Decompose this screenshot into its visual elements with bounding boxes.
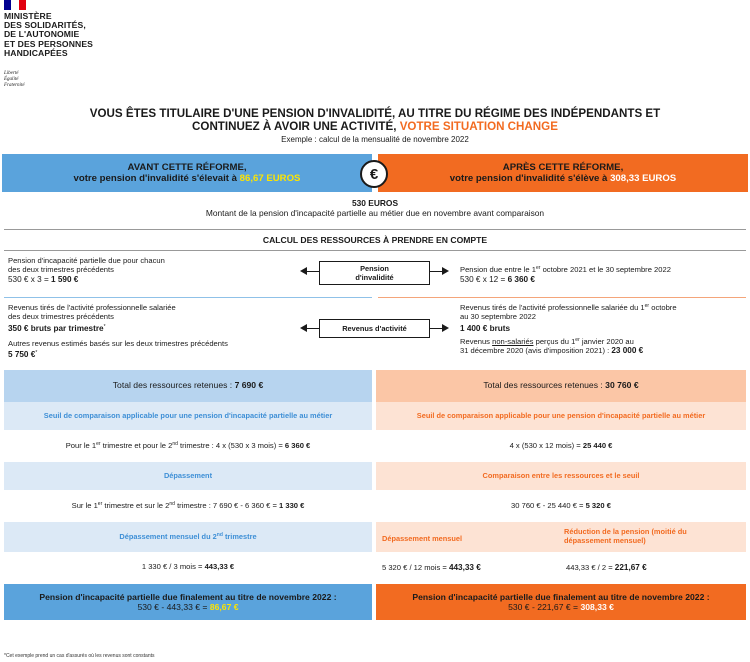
threshold-formula-right: 4 x (530 x 12 mois) = 25 440 €	[509, 441, 613, 451]
marianne-logo-icon	[4, 0, 26, 10]
base-amount: 530 EUROS Montant de la pension d'incapacité partielle au métier due en novembre avant comparaison	[205, 198, 545, 218]
activity-right-text: Revenus tirés de l'activité professionnelle salariée du 1er octobre au 30 septembre 2022 1 400 € bruts Revenus non-salariés perçus du 1er janvier 2020 au 31 décembre 2020 (avis d'imposition 2021) : 23 000 €	[460, 303, 677, 355]
total-right: Total des ressources retenues : 30 760 €	[376, 370, 746, 402]
monthly-formula-left: 1 330 € / 3 mois = 443,33 €	[141, 562, 235, 572]
title-highlight: VOTRE SITUATION CHANGE	[399, 120, 558, 133]
threshold-heading-left: Seuil de comparaison applicable pour une pension d'incapacité partielle au métier	[4, 402, 372, 430]
footnote: *Cet exemple prend un cas d'assurés où les revenus sont constants	[4, 653, 155, 659]
arrow-right-icon	[442, 324, 449, 332]
before-reform-header: AVANT CETTE RÉFORME, votre pension d'invalidité s'élevait à 86,67 EUROS	[2, 154, 372, 192]
calc-heading: CALCUL DES RESSOURCES À PRENDRE EN COMPTE	[4, 229, 746, 251]
excess-heading-left: Dépassement	[4, 462, 372, 490]
final-result-left: Pension d'incapacité partielle due finalement au titre de novembre 2022 : 530 € - 443,33 € = 86,67 €	[4, 584, 372, 620]
monthly-formula-right-2: 443,33 € / 2 = 221,67 €	[566, 563, 647, 572]
pension-right-text: Pension due entre le 1er octobre 2021 et le 30 septembre 2022 530 € x 12 = 6 360 €	[460, 265, 671, 284]
after-amount: 308,33 EUROS	[610, 173, 677, 184]
ministry-name: MINISTÈRE DES SOLIDARITÉS, DE L'AUTONOMIE ET DES PERSONNES HANDICAPÉES	[4, 11, 93, 58]
monthly-heading-left: Dépassement mensuel du 2nd trimestre	[4, 522, 372, 552]
excess-heading-right: Comparaison entre les ressources et le seuil	[376, 462, 746, 490]
euro-icon: €	[360, 160, 388, 188]
activity-label: Revenus d'activité	[319, 319, 430, 338]
final-result-right: Pension d'incapacité partielle due finalement au titre de novembre 2022 : 530 € - 221,67 € = 308,33 €	[376, 584, 746, 620]
total-left: Total des ressources retenues : 7 690 €	[4, 370, 372, 402]
threshold-formula-left: Pour le 1er trimestre et pour le 2nd trimestre : 4 x (530 x 3 mois) = 6 360 €	[65, 441, 311, 451]
arrow-right-icon	[442, 267, 449, 275]
excess-formula-left: Sur le 1er trimestre et sur le 2nd trimestre : 7 690 € - 6 360 € = 1 330 €	[71, 501, 305, 511]
page-subtitle: Exemple : calcul de la mensualité de novembre 2022	[281, 135, 469, 144]
monthly-formula-right-1: 5 320 € / 12 mois = 443,33 €	[382, 563, 481, 572]
activity-left-text: Revenus tirés de l'activité professionnelle salariée des deux trimestres précédents 350 € bruts par trimestre* Autres revenus estimés basés sur les deux trimestres précédents 5 750 €*	[8, 303, 228, 359]
pension-left-text: Pension d'incapacité partielle due pour chacun des deux trimestres précédents 530 € x 3 = 1 590 €	[8, 256, 165, 284]
before-amount: 86,67 EUROS	[239, 173, 301, 184]
excess-formula-right: 30 760 € - 25 440 € = 5 320 €	[511, 501, 611, 511]
page-title: VOUS ÊTES TITULAIRE D'UNE PENSION D'INVALIDITÉ, AU TITRE DU RÉGIME DES INDÉPENDANTS ET CONTINUEZ À AVOIR UNE ACTIVITÉ, VOTRE SITUATION CHANGE	[89, 107, 661, 133]
republic-motto: Liberté Égalité Fraternité	[4, 71, 25, 88]
monthly-heading-right: Dépassement mensuel Réduction de la pension (moitié du dépassement mensuel)	[376, 522, 746, 552]
after-reform-header: APRÈS CETTE RÉFORME, votre pension d'invalidité s'élève à 308,33 EUROS	[378, 154, 748, 192]
pension-label: Pension d'invalidité	[319, 261, 430, 285]
threshold-heading-right: Seuil de comparaison applicable pour une pension d'incapacité partielle au métier	[376, 402, 746, 430]
